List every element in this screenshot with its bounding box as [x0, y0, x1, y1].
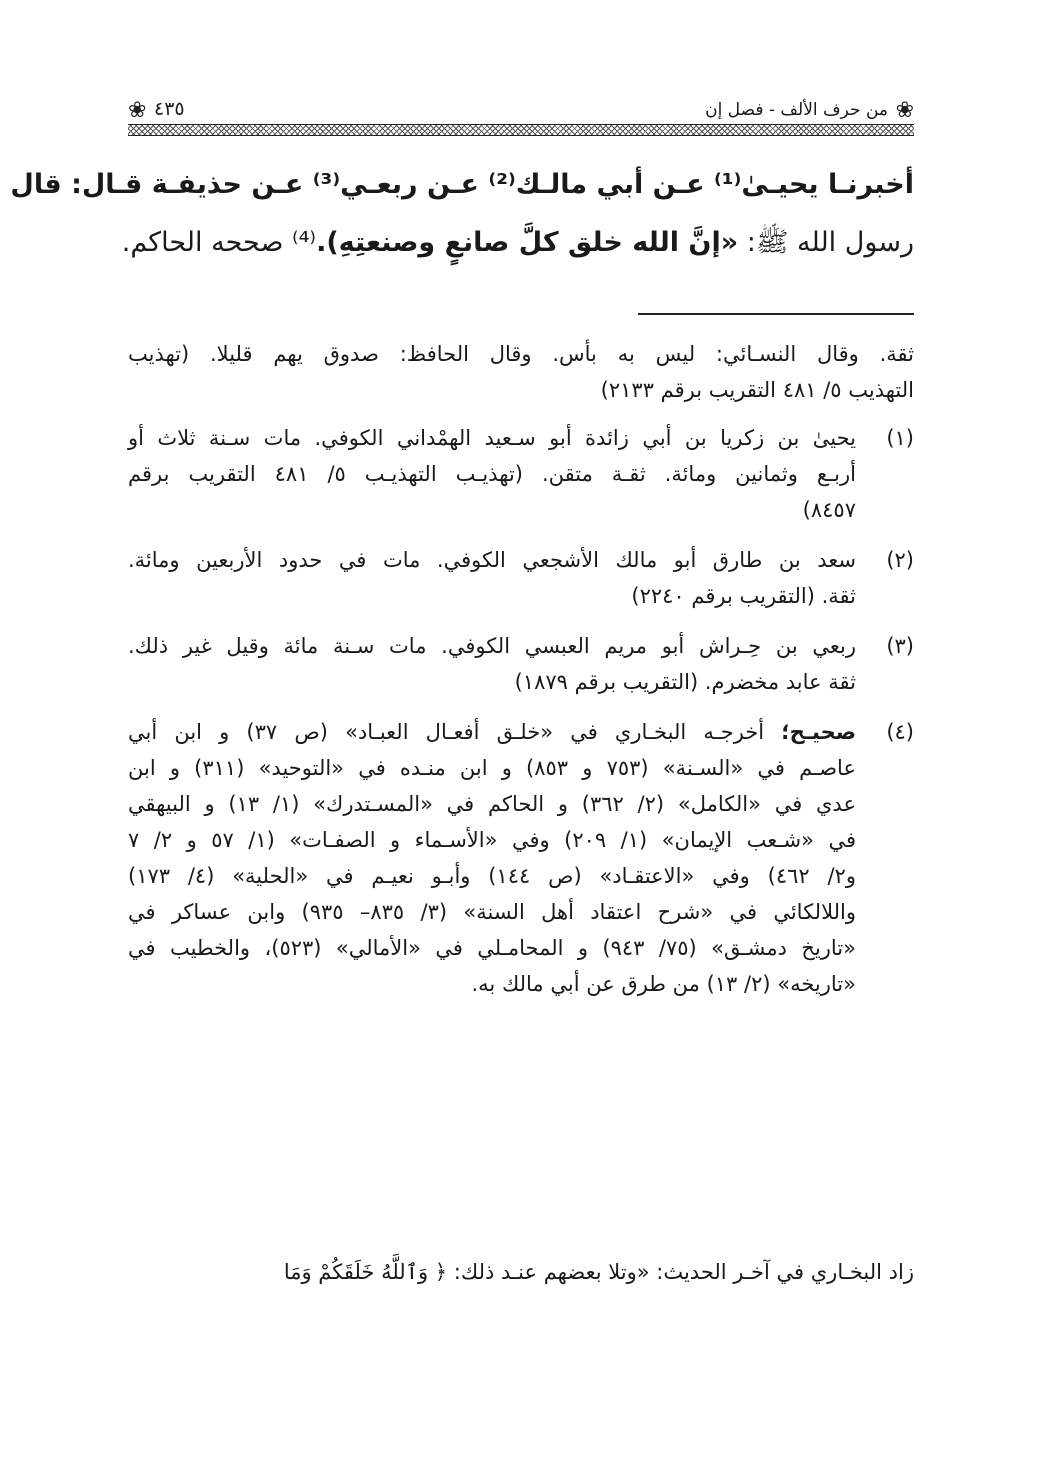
footnote-line: ٨٤٥٧)	[802, 498, 856, 522]
footnote-line: ثقة عابد مخضرم. (التقريب برقم ١٨٧٩)	[514, 670, 856, 694]
footnote-line: عاصـم في «السـنة» (٧٥٣ و ٨٥٣) و ابن منـده في «التوحيد» (٣١١) و ابن	[128, 756, 856, 780]
footnote-number: (٣)	[886, 634, 914, 658]
footnote-number: (١)	[886, 426, 914, 450]
footnotes	[128, 336, 914, 1016]
footnote-tail-line: زاد البخـاري في آخـر الحديث: «وتلا بعضهم عنـد ذلك: ﴿ وَٱللَّهُ خَلَقَكُمْ وَمَا	[283, 1260, 914, 1284]
footnote-1	[128, 420, 914, 528]
footnote-line: واللالكائي في «شرح اعتقاد أهل السنة» (٣/ ٨٣٥– ٩٣٥) وابن عساكر في	[128, 900, 856, 924]
ornament-left-icon: ❀	[128, 98, 147, 123]
ornament-right-icon: ❀	[895, 98, 914, 123]
main-line-2-intro: رسول الله ﷺ:	[738, 227, 914, 258]
footnote-line: «تاريخ دمشـق» (٧٥/ ٩٤٣) و المحامـلي في «الأمالي» (٥٢٣)، والخطيب في	[128, 936, 856, 960]
footnote-line: أربـع وثمانين ومائة. ثقـة متقن. (تهذيـب التهذيـب ٥/ ٤٨١ التقريب برقم	[128, 462, 856, 486]
footnote-3	[128, 628, 914, 700]
footnote-number: (٤)	[886, 720, 914, 744]
main-line-2-end: ⁽⁴⁾ صححه الحاكم.	[121, 227, 317, 258]
footnote-2	[128, 542, 914, 614]
footnote-line: ثقة. (التقريب برقم ٢٢٤٠)	[631, 584, 856, 608]
running-title: من حرف الألف - فصل إن	[705, 100, 888, 120]
footnote-line: و٢/ ٤٦٢) وفي «الاعتقـاد» (ص ١٤٤) وأبـو نعيـم في «الحلية» (٤/ ١٧٣)	[128, 864, 856, 888]
footnote-4	[128, 714, 914, 1002]
footnote-line: في «شـعب الإيمان» (١/ ٢٠٩) وفي «الأسـماء و الصفـات» (١/ ٥٧ و ٢/ ٧	[128, 828, 856, 852]
footnote-line: يحيىٰ بن زكريا بن أبي زائدة أبو سـعيد الهمْداني الكوفي. مات سـنة ثلاث أو	[128, 426, 856, 450]
footnote-line	[128, 714, 856, 750]
footnote-line: «تاريخه» (٢/ ١٣) من طرق عن أبي مالك به.	[471, 972, 856, 996]
footnote-line: ربعي بن حِـراش أبو مريم العبسي الكوفي. مات سـنة مائة وقيل غير ذلك.	[128, 634, 856, 658]
grading-label: صحيـح؛	[781, 720, 856, 744]
footnote-number: (٢)	[886, 548, 914, 572]
page-number: ٤٣٥	[154, 98, 185, 120]
main-line-2	[121, 216, 914, 274]
page-header	[128, 98, 914, 142]
main-line-1: أخبرنـا يحيـىٰ⁽¹⁾ عـن أبي مالـك⁽²⁾ عـن ربعـي⁽³⁾ عـن حذيفـة قـال: قال	[10, 169, 914, 200]
main-text	[10, 158, 914, 274]
footnote-separator	[638, 313, 914, 315]
footnote-line-text: أخرجـه البخـاري في «خلـق أفعـال العبـاد» (ص ٣٧) و ابن أبي	[128, 720, 782, 744]
footnote-line: ثقة. وقال النسـائي: ليس به بأس. وقال الحافظ: صدوق يهم قليلا. (تهذيب	[128, 342, 914, 366]
footnote-line: التهذيب ٥/ ٤٨١ التقريب برقم ٢١٣٣)	[600, 378, 914, 402]
hadith-text: «إنَّ الله خلق كلَّ صانعٍ وصنعتِهِ).	[316, 227, 739, 258]
footnote-line: عدي في «الكامل» (٢/ ٣٦٢) و الحاكم في «المسـتدرك» (١/ ١٣) و البيهقي	[128, 792, 856, 816]
footnote-line: سعد بن طارق أبو مالك الأشجعي الكوفي. مات في حدود الأربعين ومائة.	[128, 548, 856, 572]
header-rule	[128, 124, 914, 136]
footnote-continuation	[128, 336, 914, 408]
